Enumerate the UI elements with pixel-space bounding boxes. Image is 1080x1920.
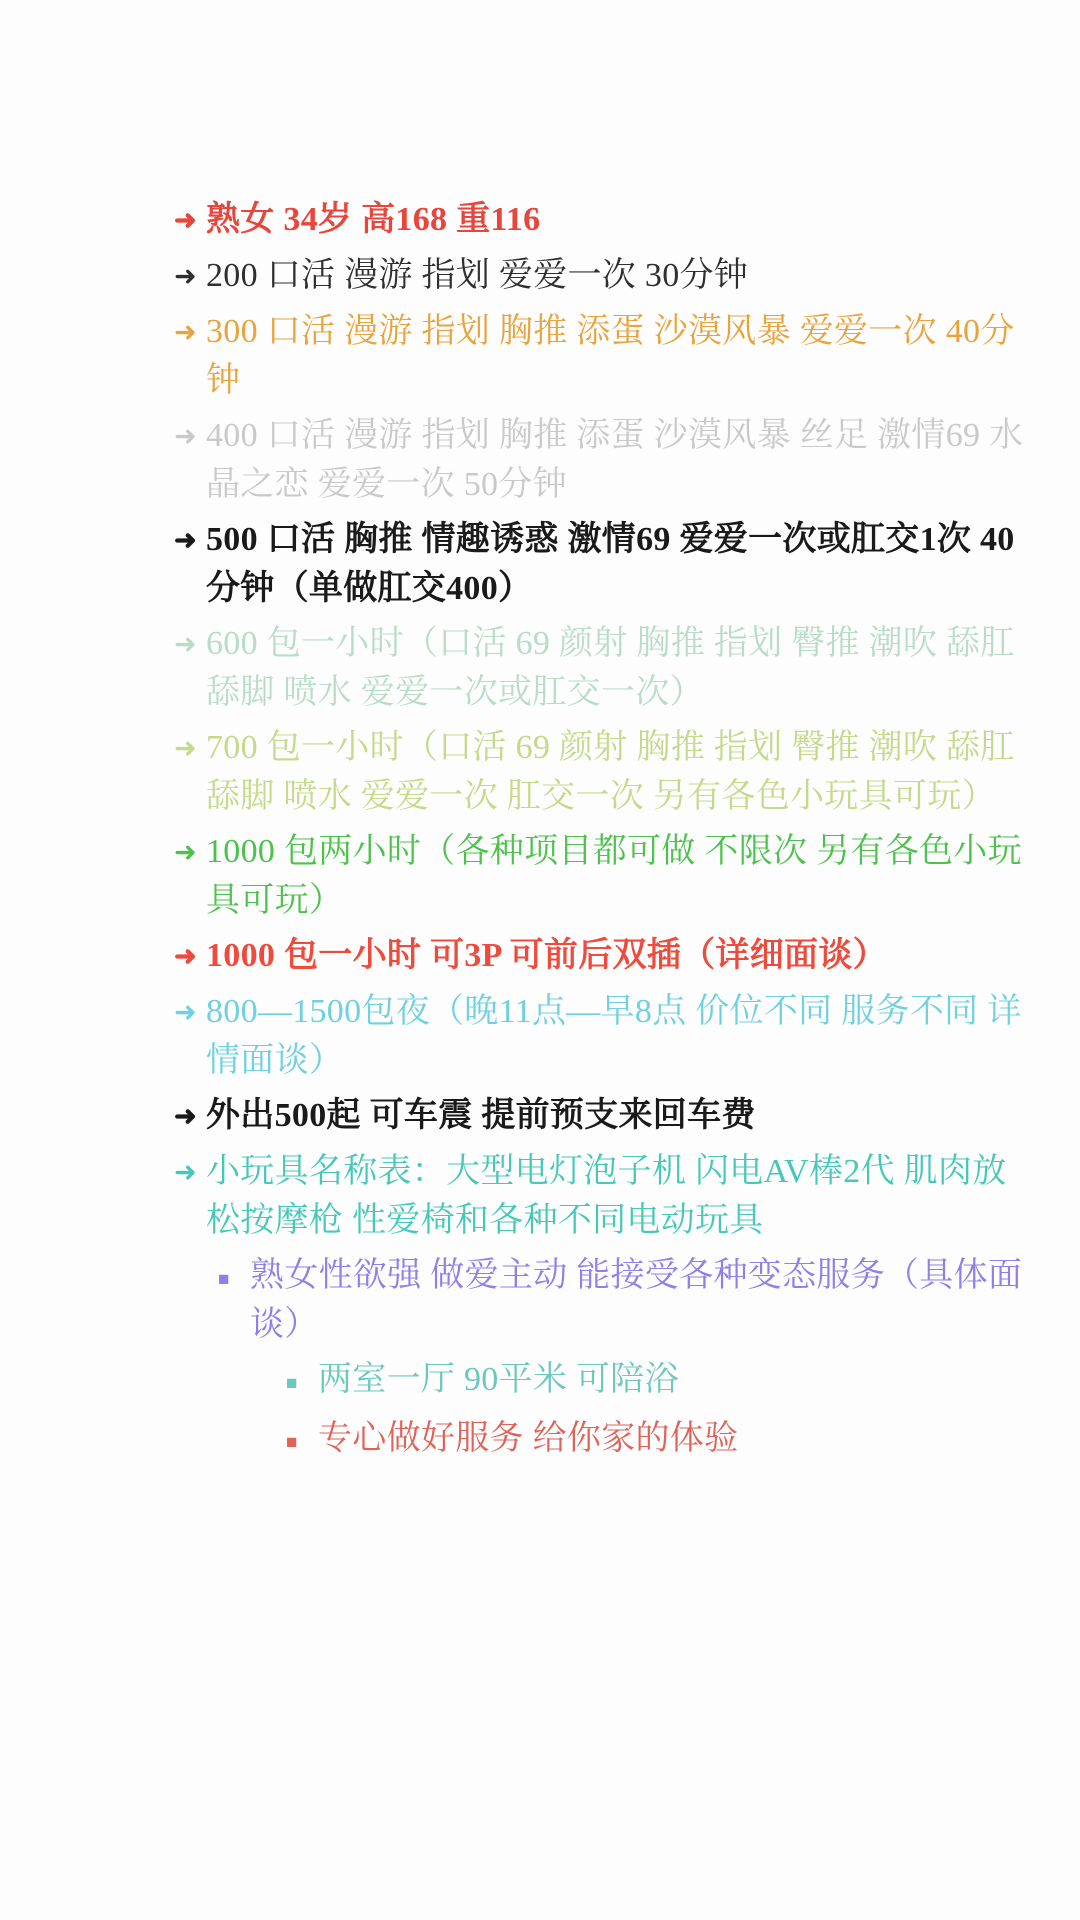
list-item [212,1251,1040,1349]
list-item-text: 专心做好服务 给你家的体验 [318,1420,739,1457]
square-bullet-icon [212,1251,250,1304]
price-list [40,195,1040,1467]
list-item [168,931,1040,981]
arrow-bullet-icon [168,931,206,981]
list-item-text: 熟女性欲强 做爱主动 能接受各种变态服务（具体面谈） [250,1257,1023,1343]
list-item-text: 1000 包两小时（各种项目都可做 不限次 另有各色小玩具可玩） [206,833,1022,919]
list-item [168,1147,1040,1245]
list-item-text: 300 口活 漫游 指划 胸推 添蛋 沙漠风暴 爱爱一次 40分钟 [206,313,1015,399]
arrow-bullet-icon [168,1147,206,1197]
list-item-text: 小玩具名称表：大型电灯泡子机 闪电AV棒2代 肌肉放松按摩枪 性爱椅和各种不同电动玩具 [206,1153,1007,1239]
list-item-text: 两室一厅 90平米 可陪浴 [318,1361,679,1398]
arrow-bullet-icon [168,251,206,301]
arrow-bullet-icon [168,619,206,669]
list-item-text: 外出500起 可车震 提前预支来回车费 [206,1097,756,1134]
list-item [280,1414,1040,1467]
arrow-bullet-icon [168,195,206,245]
list-item-text: 400 口活 漫游 指划 胸推 添蛋 沙漠风暴 丝足 激情69 水晶之恋 爱爱一次 50分钟 [206,417,1024,503]
list-item-text: 熟女 34岁 高168 重116 [206,201,541,238]
list-item [168,827,1040,925]
list-item [168,251,1040,301]
arrow-bullet-icon [168,411,206,461]
arrow-bullet-icon [168,307,206,357]
list-item-text: 1000 包一小时 可3P 可前后双插（详细面谈） [206,937,887,974]
list-item-text: 500 口活 胸推 情趣诱惑 激情69 爱爱一次或肛交1次 40分钟（单做肛交400） [206,521,1015,607]
list-item-text: 600 包一小时（口活 69 颜射 胸推 指划 臀推 潮吹 舔肛 舔脚 喷水 爱爱一次或肛交一次） [206,625,1015,711]
list-item-text: 200 口活 漫游 指划 爱爱一次 30分钟 [206,257,749,294]
list-item [168,515,1040,613]
list-item-text: 800—1500包夜（晚11点—早8点 价位不同 服务不同 详情面谈） [206,993,1022,1079]
square-bullet-icon [280,1355,318,1408]
arrow-bullet-icon [168,1091,206,1141]
list-item [280,1355,1040,1408]
square-bullet-icon [280,1414,318,1467]
arrow-bullet-icon [168,987,206,1037]
list-item [168,411,1040,509]
arrow-bullet-icon [168,827,206,877]
list-item [168,987,1040,1085]
arrow-bullet-icon [168,515,206,565]
list-item [168,307,1040,405]
list-item [168,1091,1040,1141]
list-item [168,619,1040,717]
list-item [168,195,1040,245]
arrow-bullet-icon [168,723,206,773]
list-item-text: 700 包一小时（口活 69 颜射 胸推 指划 臀推 潮吹 舔肛 舔脚 喷水 爱爱一次 肛交一次 另有各色小玩具可玩） [206,729,1015,815]
list-item [168,723,1040,821]
